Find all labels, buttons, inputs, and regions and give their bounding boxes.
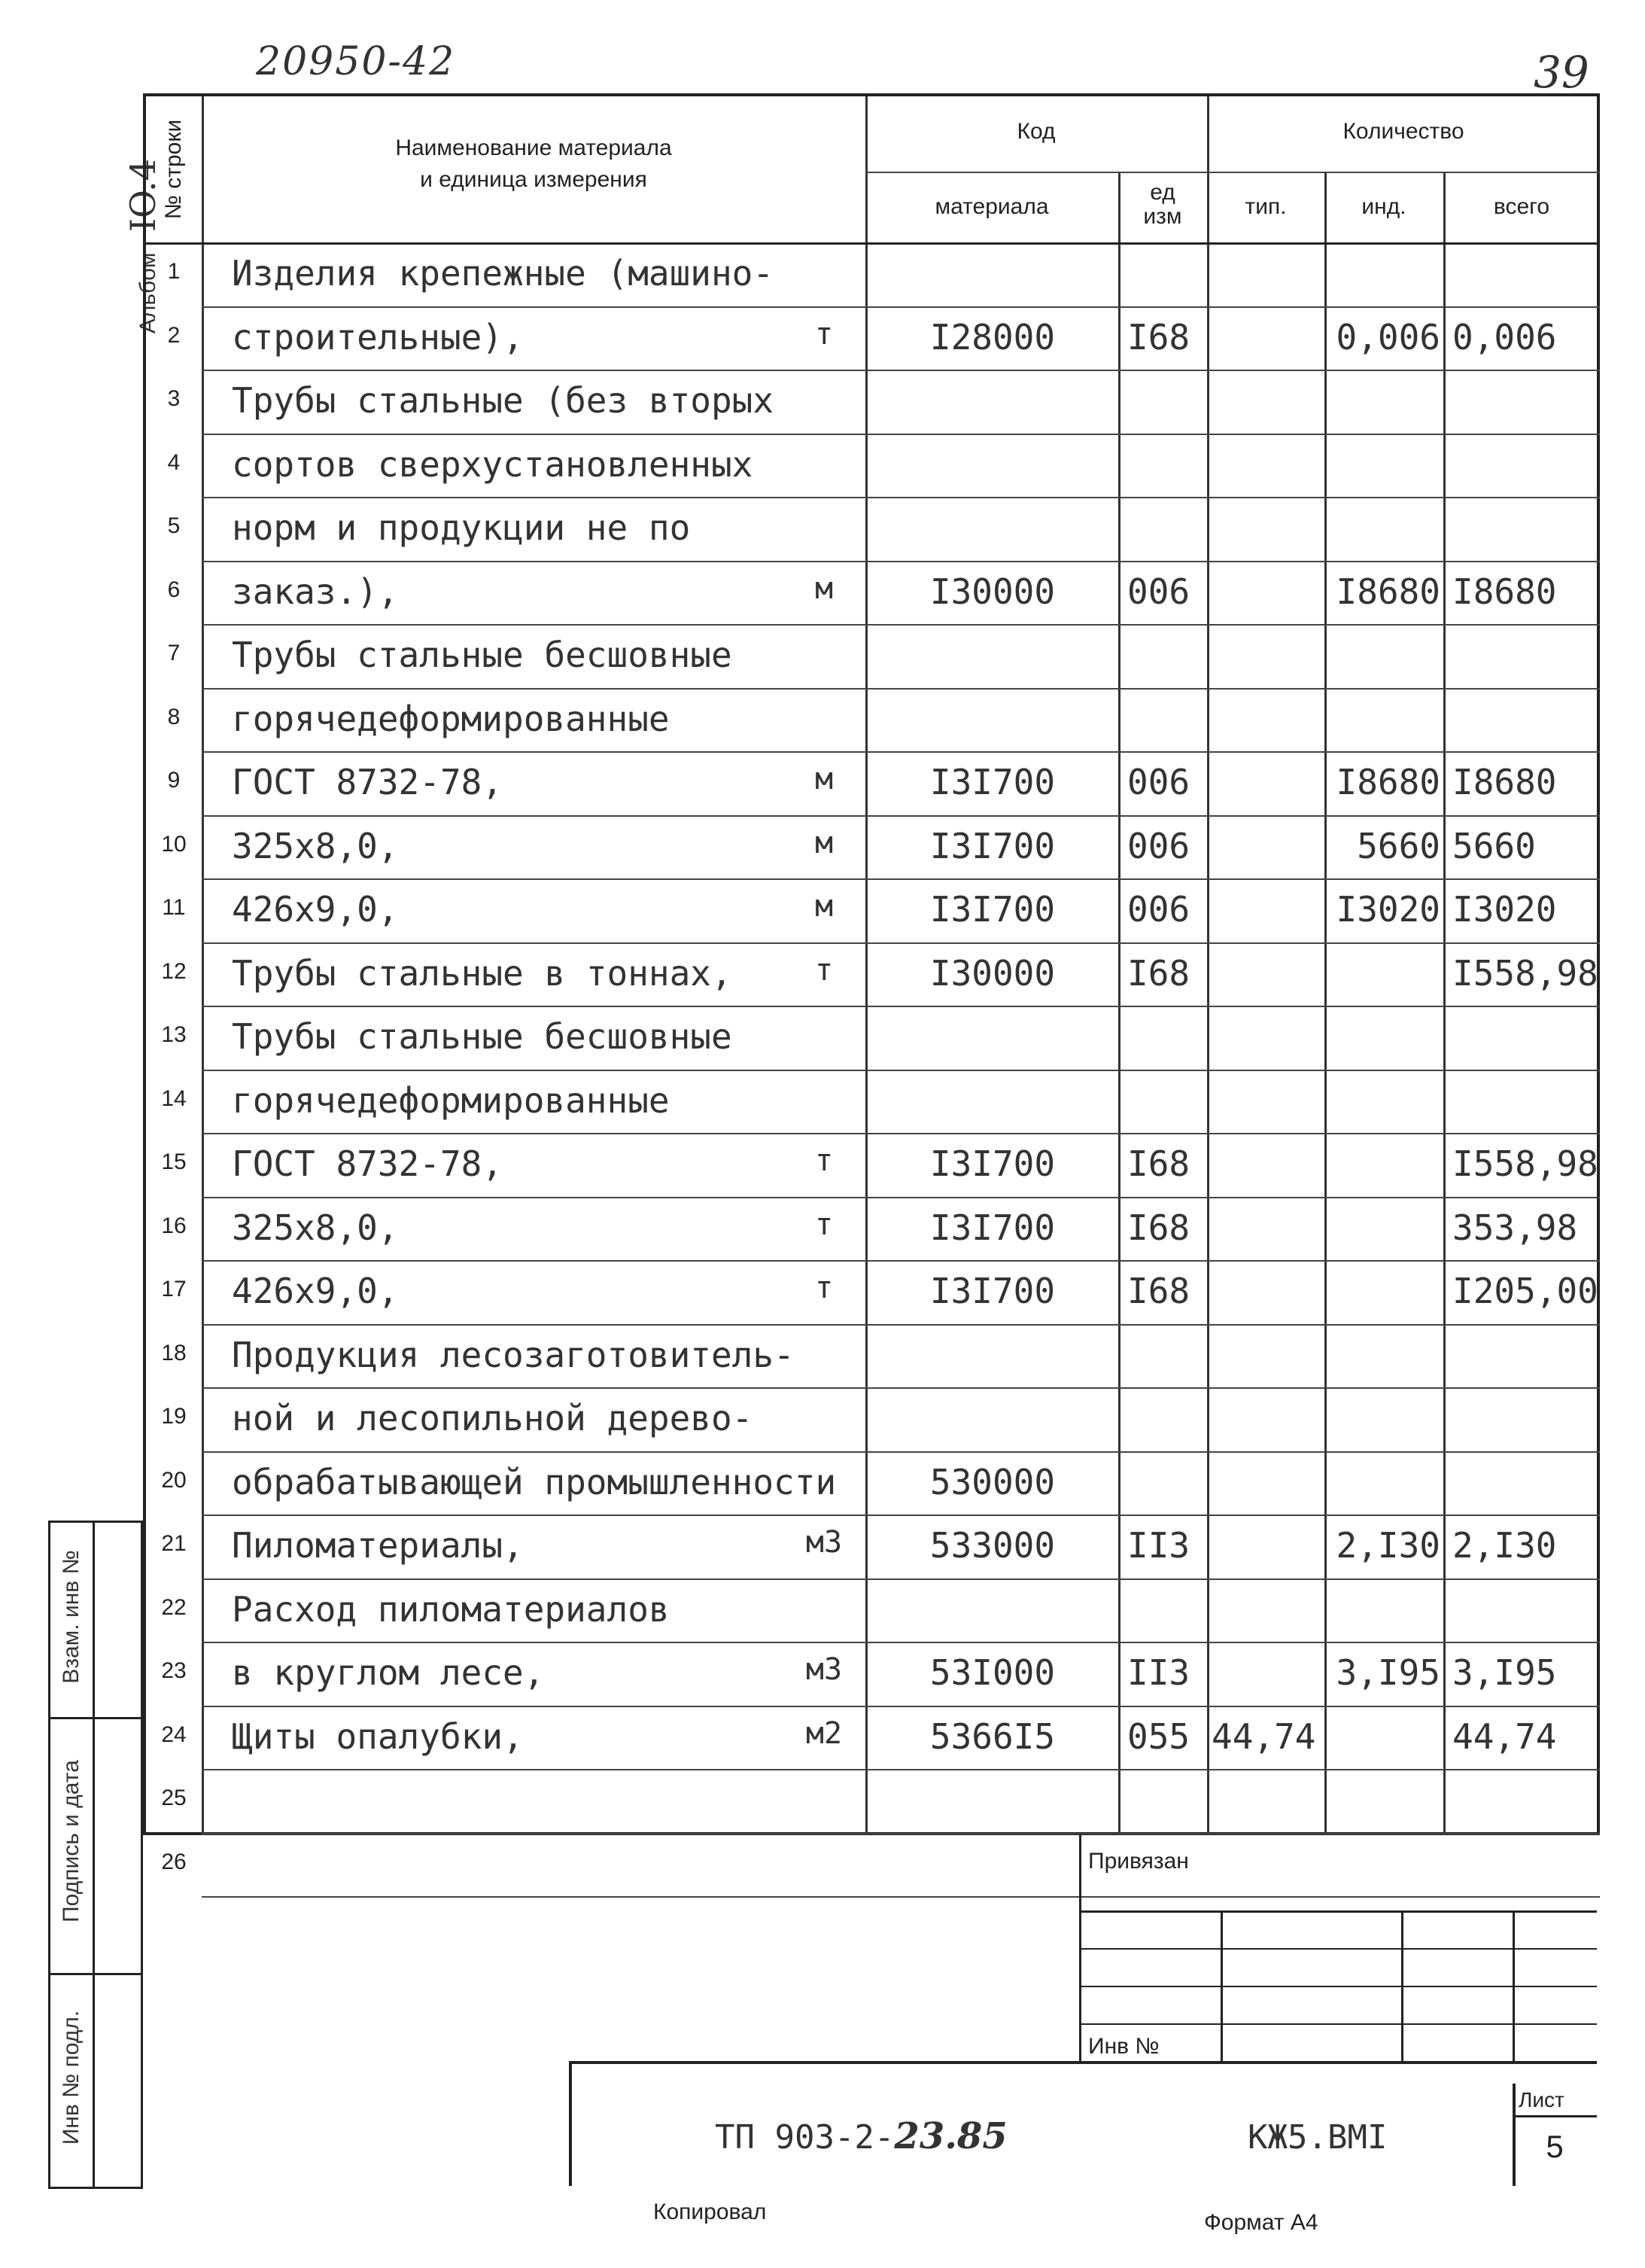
row-divider	[202, 688, 1600, 690]
row-number: 14	[161, 1085, 187, 1111]
name-header-line2: и единица измерения	[420, 167, 647, 192]
sign-date-label: Подпись и дата	[59, 1760, 84, 1922]
cell-mat: I30000	[929, 952, 1056, 994]
row-divider	[202, 1769, 1600, 1770]
row-divider	[202, 370, 1600, 371]
cell-mat: I3I700	[929, 825, 1056, 866]
row-number: 26	[161, 1849, 187, 1874]
stamp-line	[1221, 1910, 1223, 2061]
code-unit-header	[1118, 181, 1207, 229]
cell-name: 325x8,0,	[232, 1207, 399, 1248]
cell-mat: 530000	[929, 1461, 1056, 1502]
cell-unit: м	[814, 889, 834, 924]
cell-unit: т	[814, 316, 834, 352]
stamp-line	[1079, 2023, 1597, 2025]
row-divider	[202, 1706, 1600, 1707]
cell-name: Трубы стальные бесшовные	[232, 1016, 732, 1057]
cell-ind: 3,I95	[1336, 1652, 1440, 1693]
rownum-header: № строки	[161, 119, 186, 220]
col-divider	[1207, 96, 1209, 1835]
row-number: 18	[161, 1340, 187, 1365]
row-number: 9	[167, 768, 181, 793]
cell-name: норм и продукции не по	[232, 507, 691, 548]
col-divider	[1443, 172, 1446, 1835]
cell-unit: т	[814, 952, 834, 988]
row-number: 24	[161, 1722, 187, 1747]
row-divider	[202, 942, 1600, 944]
cell-name: заказ.),	[232, 571, 399, 612]
bound-label: Привязан	[1088, 1849, 1189, 1874]
project-code-prefix: ТП 903-2-	[715, 2118, 895, 2157]
format-label: Формат А4	[1204, 2210, 1318, 2235]
row-number: 3	[167, 386, 181, 411]
row-divider	[202, 561, 1600, 562]
cell-name: сортов сверхустановленных	[232, 443, 753, 485]
row-number: 23	[161, 1658, 187, 1683]
row-number: 17	[161, 1277, 187, 1301]
cell-mat: 53I000	[929, 1652, 1056, 1693]
sheet-number: 5	[1546, 2129, 1564, 2164]
cell-uom: 006	[1127, 571, 1190, 612]
row-divider	[202, 434, 1600, 435]
cell-total: I8680	[1452, 762, 1557, 802]
cell-uom: II3	[1127, 1525, 1190, 1566]
header-bottom	[146, 242, 1600, 245]
row-number: 7	[167, 641, 181, 665]
cell-name: ГОСТ 8732-78,	[232, 762, 503, 802]
cell-name: ной и лесопильной дерево-	[232, 1398, 753, 1438]
cell-unit: м2	[805, 1715, 843, 1751]
cell-uom: I68	[1127, 1271, 1190, 1311]
cell-uom: 055	[1127, 1715, 1190, 1757]
original-inv-label: Инв № подл.	[59, 2010, 84, 2145]
row-divider	[202, 1070, 1600, 1071]
cell-total: 44,74	[1452, 1715, 1557, 1757]
stamp-line	[1079, 1910, 1597, 1913]
cell-name: горячедеформированные	[232, 1079, 670, 1121]
row-number: 25	[161, 1785, 187, 1810]
cell-ind: I8680	[1336, 571, 1440, 612]
cell-name: Расход пиломатериалов	[232, 1588, 670, 1630]
cell-unit: т	[814, 1271, 834, 1305]
cell-uom: II3	[1127, 1652, 1190, 1693]
row-number: 15	[161, 1149, 187, 1174]
replace-inv-label: Взам. инв №	[59, 1550, 84, 1684]
cell-ind: 5660	[1357, 825, 1440, 866]
code-group-header: Код	[1017, 119, 1056, 144]
cell-mat: 5366I5	[929, 1715, 1056, 1757]
cell-name: Щиты опалубки,	[232, 1715, 524, 1757]
drawing-mark: КЖ5.ВМI	[1248, 2118, 1388, 2157]
stamp-line	[569, 2061, 1597, 2064]
qty-group-header: Количество	[1342, 119, 1464, 144]
cell-total: I558,98	[1452, 1143, 1598, 1184]
row-divider	[202, 751, 1600, 753]
col-divider	[865, 96, 868, 1835]
margin-divider	[93, 1523, 95, 2187]
row-number: 20	[161, 1467, 187, 1493]
cell-name: Изделия крепежные (машино-	[232, 253, 774, 294]
cell-unit: м	[814, 571, 834, 606]
row-number: 12	[161, 958, 187, 984]
cell-mat: I3I700	[929, 762, 1056, 802]
cell-name: строительные),	[232, 316, 524, 358]
row-number: 13	[161, 1022, 187, 1047]
row-divider	[202, 1451, 1600, 1453]
cell-name: горячедеформированные	[232, 698, 670, 739]
cell-name: Пиломатериалы,	[232, 1525, 524, 1566]
album-number: IO.4	[123, 158, 163, 232]
row-divider	[202, 497, 1600, 498]
cell-uom: 006	[1127, 825, 1190, 866]
cell-unit: т	[814, 1207, 834, 1242]
col-divider	[202, 96, 204, 1835]
code-unit-line1: ед	[1150, 180, 1175, 205]
cell-uom: 006	[1127, 889, 1190, 930]
cell-name: Трубы стальные в тоннах,	[232, 952, 732, 994]
cell-total: I558,98	[1452, 952, 1598, 994]
row-number: 8	[167, 704, 181, 729]
cell-mat: I3I700	[929, 1271, 1056, 1311]
row-divider	[202, 1833, 1600, 1834]
row-divider	[202, 1133, 1600, 1134]
cell-ind: I8680	[1336, 762, 1440, 802]
copied-label: Копировал	[653, 2200, 767, 2224]
col-divider	[1118, 172, 1120, 1835]
row-number: 10	[161, 831, 187, 857]
cell-mat: 533000	[929, 1525, 1056, 1566]
row-number: 2	[167, 322, 181, 348]
stamp-line	[1513, 1910, 1515, 2061]
row-number: 16	[161, 1213, 187, 1238]
row-number: 1	[167, 259, 181, 284]
row-number: 6	[167, 577, 181, 602]
row-divider	[202, 1006, 1600, 1007]
cell-unit: т	[814, 1143, 834, 1178]
cell-name: обрабатывающей промышленности	[232, 1461, 837, 1502]
row-divider	[202, 1324, 1600, 1326]
cell-mat: I3I700	[929, 889, 1056, 930]
row-divider	[202, 306, 1600, 308]
header-divider	[865, 172, 1600, 173]
sheet-label: Лист	[1519, 2088, 1564, 2111]
row-divider	[202, 815, 1600, 817]
cell-unit: м3	[805, 1525, 843, 1560]
code-material-header: материала	[935, 194, 1049, 219]
stamp-line	[1401, 1910, 1403, 2061]
row-divider	[202, 1642, 1600, 1643]
row-number: 11	[162, 895, 186, 920]
cell-name: Трубы стальные (без вторых	[232, 380, 774, 421]
row-divider	[202, 1197, 1600, 1198]
row-divider	[202, 878, 1600, 880]
row-number: 21	[161, 1531, 187, 1556]
album-word: Альбом	[135, 252, 160, 334]
cell-total: I3020	[1452, 889, 1557, 930]
stamp-line	[1079, 1986, 1597, 1987]
cell-name: 325x8,0,	[232, 825, 399, 866]
row-number: 5	[167, 513, 181, 538]
cell-total: 5660	[1452, 825, 1536, 866]
cell-name: в круглом лесе,	[232, 1652, 545, 1693]
cell-total: 353,98	[1452, 1207, 1578, 1248]
cell-name: 426x9,0,	[232, 1271, 399, 1311]
project-code	[715, 2115, 1008, 2157]
row-divider	[202, 1260, 1600, 1262]
stamp-line	[1513, 2115, 1597, 2117]
qty-ind-header: инд.	[1361, 194, 1406, 219]
row-divider	[202, 1515, 1600, 1516]
row-number: 22	[161, 1594, 187, 1620]
cell-mat: I30000	[929, 571, 1056, 612]
cell-unit: м	[814, 762, 834, 796]
cell-uom: 006	[1127, 762, 1190, 802]
qty-total-header: всего	[1493, 194, 1550, 219]
name-header-line1: Наименование материала	[395, 135, 672, 160]
cell-uom: I68	[1127, 316, 1190, 358]
document-number: 20950-42	[256, 39, 456, 84]
cell-name: Продукция лесозаготовитель-	[232, 1334, 795, 1375]
page-number: 39	[1534, 47, 1589, 98]
inv-label: Инв №	[1088, 2034, 1160, 2059]
cell-unit: м	[814, 825, 834, 860]
cell-total: 2,I30	[1452, 1525, 1557, 1566]
row-number: 4	[167, 449, 181, 475]
row-divider	[202, 1578, 1600, 1580]
qty-typ-header: тип.	[1245, 194, 1287, 219]
cell-ind: 2,I30	[1336, 1525, 1440, 1566]
project-code-handwritten: 23.85	[894, 2115, 1008, 2157]
cell-mat: I28000	[929, 316, 1056, 358]
stamp-line	[569, 2061, 572, 2186]
cell-name: ГОСТ 8732-78,	[232, 1143, 503, 1184]
cell-uom: I68	[1127, 952, 1190, 994]
cell-total: 3,I95	[1452, 1652, 1557, 1693]
cell-total: I8680	[1452, 571, 1557, 612]
cell-total: 0,006	[1452, 316, 1557, 358]
row-number: 19	[161, 1404, 187, 1429]
cell-total: I205,00	[1452, 1271, 1598, 1311]
stamp-line	[1079, 1948, 1597, 1950]
title-block	[143, 1835, 1600, 2189]
row-divider	[202, 624, 1600, 626]
cell-ind: 0,006	[1336, 316, 1440, 358]
cell-uom: I68	[1127, 1143, 1190, 1184]
cell-mat: I3I700	[929, 1207, 1056, 1248]
cell-name: Трубы стальные бесшовные	[232, 635, 732, 675]
col-divider	[1324, 172, 1327, 1835]
cell-uom: I68	[1127, 1207, 1190, 1248]
cell-mat: I3I700	[929, 1143, 1056, 1184]
margin-stamp	[48, 1521, 143, 2189]
cell-name: 426x9,0,	[232, 889, 399, 930]
row-divider	[202, 1387, 1600, 1389]
cell-ind: I3020	[1336, 889, 1440, 930]
cell-unit: м3	[805, 1652, 843, 1687]
code-unit-line2: изм	[1143, 204, 1182, 229]
cell-typ: 44,74	[1212, 1715, 1316, 1757]
